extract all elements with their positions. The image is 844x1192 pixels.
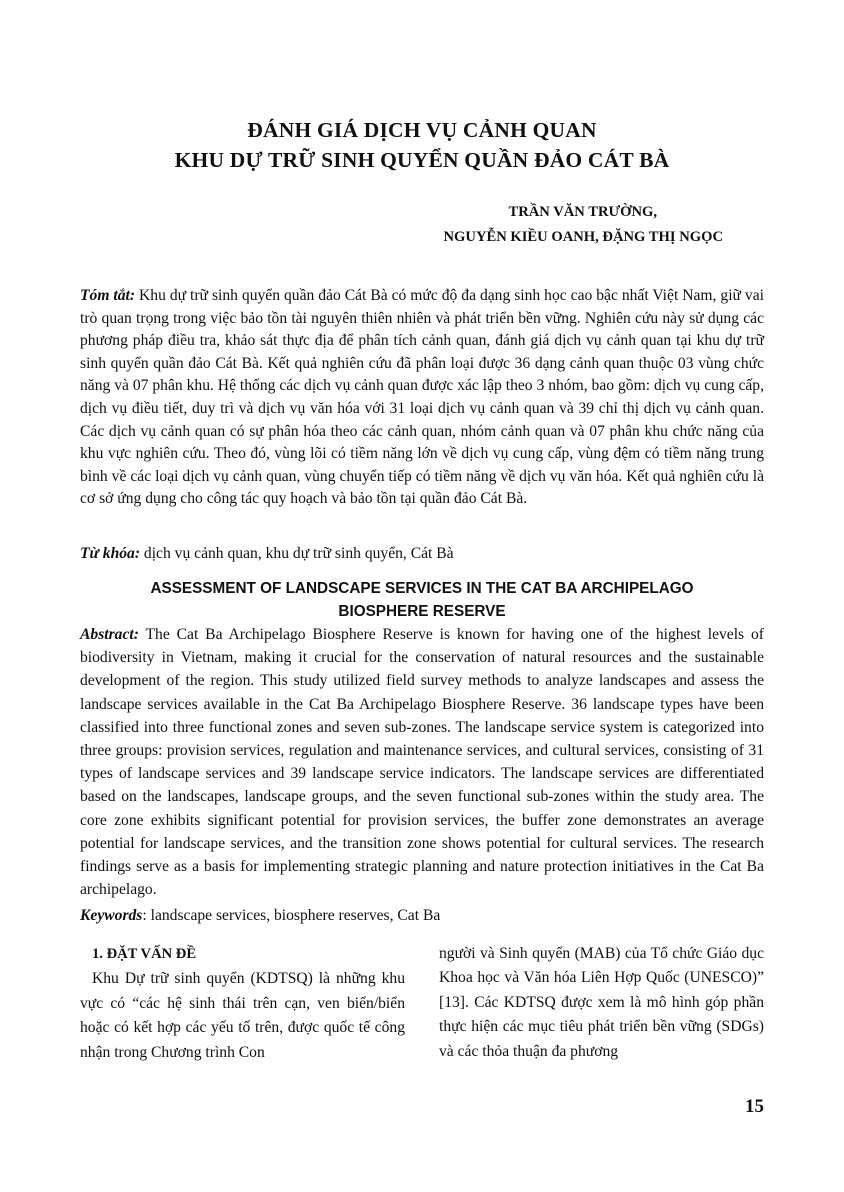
- page-number: 15: [745, 1096, 764, 1117]
- body-column-left: [80, 942, 405, 1065]
- section-heading: 1. ĐẶT VẤN ĐỀ: [92, 946, 197, 962]
- english-title-line-1: ASSESSMENT OF LANDSCAPE SERVICES IN THE CAT BA ARCHIPELAGO: [150, 580, 694, 597]
- vietnamese-abstract-text: Khu dự trữ sinh quyển quần đảo Cát Bà có mức độ đa dạng sinh học cao bậc nhất Việt Nam, giữ vai trò quan trọng trong việc bảo tồn tài nguyên thiên nhiên và phát triển bền vững. Nghiên cứu này sử dụng các phương pháp điều tra, khảo sát thực địa để phân tích cảnh quan, đánh giá dịch vụ cảnh quan tại khu dự trữ sinh quyển quần đảo Cát Bà. Kết quả nghiên cứu đã phân loại được 36 dạng cảnh quan thuộc 03 vùng chức năng và 07 phân khu. Hệ thống các dịch vụ cảnh quan được xác lập theo 3 nhóm, bao gồm: dịch vụ cung cấp, dịch vụ điều tiết, duy trì và dịch vụ văn hóa với 31 loại dịch vụ cảnh quan và 39 chỉ thị dịch vụ cảnh quan. Các dịch vụ cảnh quan có sự phân hóa theo các cảnh quan, nhóm cảnh quan và 07 phân khu chức năng của khu vực nghiên cứu. Theo đó, vùng lõi có tiềm năng lớn về dịch vụ cung cấp, vùng đệm có tiềm năng trung bình về các loại dịch vụ cảnh quan, vùng chuyển tiếp có tiềm năng về dịch vụ văn hóa. Kết quả nghiên cứu là cơ sở ứng dụng cho công tác quy hoạch và bảo tồn tại quần đảo Cát Bà.: [80, 287, 764, 508]
- body-paragraph-right: người và Sinh quyển (MAB) của Tổ chức Giáo dục Khoa học và Văn hóa Liên Hợp Quốc (UNESCO)” [13]. Các KDTSQ được xem là mô hình góp phần thực hiện các mục tiêu phát triển bền vững (SDGs) và các thỏa thuận đa phương: [439, 945, 764, 1060]
- english-title: [80, 577, 764, 623]
- author-line-1: TRẦN VĂN TRƯỜNG,: [508, 204, 657, 220]
- vietnamese-keywords-label: Từ khóa:: [80, 545, 141, 562]
- vietnamese-abstract: [80, 285, 764, 511]
- paper-title-line-1: ĐÁNH GIÁ DỊCH VỤ CẢNH QUAN: [247, 118, 597, 142]
- paper-title-line-2: KHU DỰ TRỮ SINH QUYỂN QUẦN ĐẢO CÁT BÀ: [174, 148, 670, 172]
- author-line-2: NGUYỄN KIỀU OANH, ĐẶNG THỊ NGỌC: [443, 229, 723, 245]
- body-column-right: [439, 942, 764, 1064]
- english-title-line-2: BIOSPHERE RESERVE: [338, 603, 506, 620]
- english-abstract-label: Abstract:: [80, 626, 139, 643]
- english-keywords-text: : landscape services, biosphere reserves, Cat Ba: [142, 907, 441, 924]
- body-paragraph-left: Khu Dự trữ sinh quyển (KDTSQ) là những khu vực có “các hệ sinh thái trên cạn, ven biển/biển hoặc có kết hợp các yếu tố trên, được quốc tế công nhận trong Chương trình Con: [80, 970, 405, 1061]
- english-abstract-text: The Cat Ba Archipelago Biosphere Reserve is known for having one of the highest levels of biodiversity in Vietnam, making it crucial for the conservation of natural resources and the sustainable development of the region. This study utilized field survey methods to analyze landscapes and assess the landscape services available in the Cat Ba Archipelago Biosphere Reserve. 36 landscape types have been classified into three functional zones and seven sub-zones. The landscape service system is categorized into three groups: provision services, regulation and maintenance services, and cultural services, consisting of 31 types of landscape services and 39 landscape service indicators. The landscape services are differentiated based on the landscapes, landscape groups, and the seven functional sub-zones within the study area. The core zone exhibits significant potential for provision services, the buffer zone demonstrates an average potential for landscape services, and the transition zone shows potential for cultural services. The research findings serve as a basis for implementing strategic planning and nature protection initiatives in the Cat Ba archipelago.: [80, 626, 764, 899]
- vietnamese-keywords: [80, 543, 764, 566]
- paper-title: [80, 115, 764, 175]
- english-keywords-label: Keywords: [80, 907, 143, 924]
- author-list: [444, 200, 723, 250]
- english-keywords: [80, 905, 764, 928]
- vietnamese-keywords-text: dịch vụ cảnh quan, khu dự trữ sinh quyển, Cát Bà: [140, 545, 454, 562]
- vietnamese-abstract-label: Tóm tắt:: [80, 287, 136, 304]
- english-abstract: [80, 623, 764, 901]
